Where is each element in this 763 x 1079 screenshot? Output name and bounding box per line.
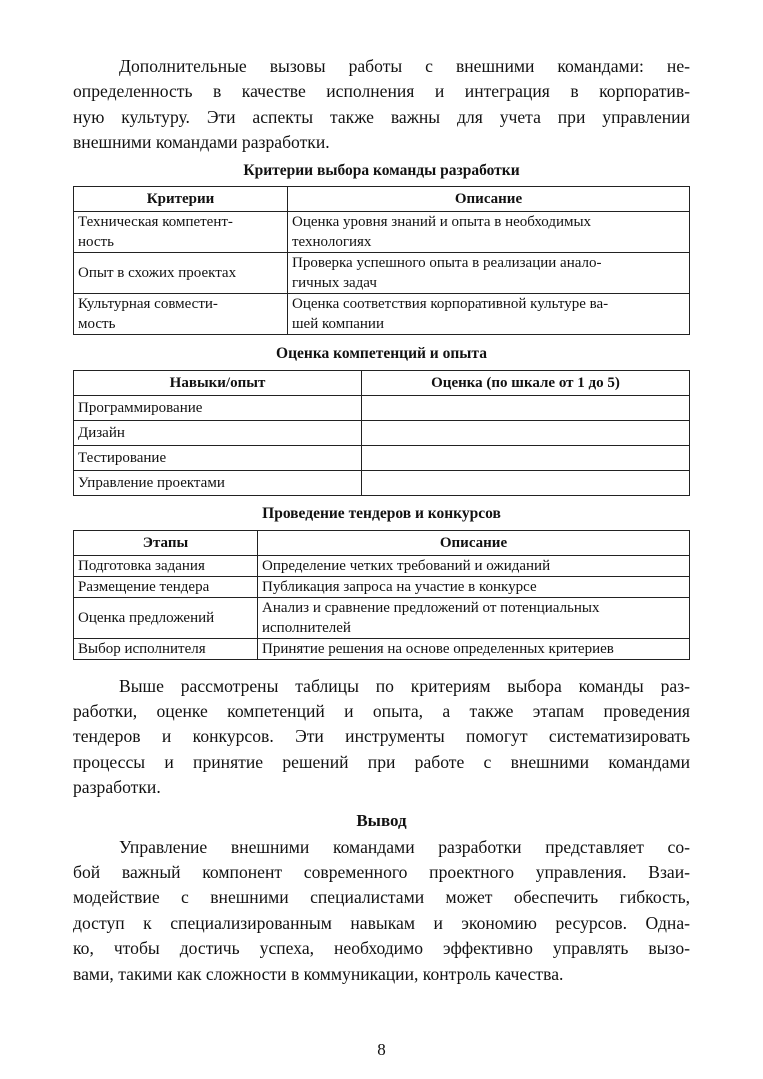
table1-caption: Критерии выбора команды разработки	[243, 161, 520, 179]
cell-line: технологиях	[292, 233, 372, 250]
score-cell	[362, 395, 690, 420]
text-line: работки, оценке компетенций и опыта, а также этапам проведения	[73, 701, 690, 722]
column-header: Описание	[288, 186, 690, 211]
cell-line: мость	[78, 315, 116, 332]
column-header: Описание	[258, 530, 690, 555]
text-line: процессы и принятие решений при работе с внешними командами	[73, 751, 690, 772]
table-row	[74, 555, 690, 576]
table-row	[74, 293, 690, 334]
text-line: доступ к специализированным навыкам и экономию ресурсов. Одна-	[73, 912, 690, 933]
table-row	[74, 420, 690, 445]
cell-line: исполнителей	[262, 619, 351, 636]
table-cell	[288, 252, 690, 293]
competence-table	[73, 370, 690, 496]
cell-line: Оценка соответствия корпоративной культуре ва-	[292, 295, 609, 312]
cell-line: Опыт в схожих проектах	[78, 264, 237, 281]
score-cell	[362, 420, 690, 445]
table-row	[74, 638, 690, 659]
table-cell	[74, 293, 288, 334]
conclusion-paragraph	[73, 835, 690, 987]
text-line: ную культуру. Эти аспекты также важны для учета при управлении	[73, 106, 690, 127]
column-header: Критерии	[74, 186, 288, 211]
page-content	[73, 54, 690, 987]
table-cell	[74, 211, 288, 252]
table-cell: Управление проектами	[74, 470, 362, 495]
table-cell: Публикация запроса на участие в конкурсе	[258, 576, 690, 597]
score-cell	[362, 445, 690, 470]
column-header: Оценка (по шкале от 1 до 5)	[362, 370, 690, 395]
cell-line: Анализ и сравнение предложений от потенциальных	[262, 599, 600, 616]
table-row	[74, 252, 690, 293]
table-cell: Подготовка задания	[74, 555, 258, 576]
column-header: Навыки/опыт	[74, 370, 362, 395]
table-cell	[288, 211, 690, 252]
text-line: определенность в качестве исполнения и интеграция в корпоратив-	[73, 81, 690, 102]
cell-line: ность	[78, 233, 114, 250]
conclusion-heading: Вывод	[356, 810, 407, 830]
cell-line: Техническая компетент-	[78, 213, 233, 230]
table-row	[74, 395, 690, 420]
table2-caption: Оценка компетенций и опыта	[276, 344, 487, 362]
cell-line: гичных задач	[292, 274, 377, 291]
text-line: модействие с внешними специалистами может обеспечить гибкость,	[73, 887, 690, 908]
table-row	[74, 576, 690, 597]
summary-paragraph	[73, 674, 690, 801]
table-cell: Тестирование	[74, 445, 362, 470]
cell-line: Культурная совмести-	[78, 295, 218, 312]
page-number: 8	[377, 1040, 386, 1059]
table3-caption: Проведение тендеров и конкурсов	[262, 504, 501, 522]
table-cell: Принятие решения на основе определенных критериев	[258, 638, 690, 659]
cell-line: шей компании	[292, 315, 384, 332]
score-cell	[362, 470, 690, 495]
table-cell: Программирование	[74, 395, 362, 420]
table-header-row	[74, 186, 690, 211]
text-line: Выше рассмотрены таблицы по критериям выбора команды раз-	[119, 675, 690, 696]
table-cell: Размещение тендера	[74, 576, 258, 597]
table-row	[74, 470, 690, 495]
table-cell: Оценка предложений	[74, 597, 258, 638]
table-row	[74, 445, 690, 470]
table-cell: Определение четких требований и ожиданий	[258, 555, 690, 576]
intro-paragraph	[73, 54, 690, 156]
table-header-row	[74, 530, 690, 555]
table-cell	[258, 597, 690, 638]
table-cell: Выбор исполнителя	[74, 638, 258, 659]
text-line: бой важный компонент современного проектного управления. Взаи-	[73, 862, 690, 883]
column-header: Этапы	[74, 530, 258, 555]
table-cell	[288, 293, 690, 334]
tender-table	[73, 530, 690, 660]
cell-line: Проверка успешного опыта в реализации анало-	[292, 254, 602, 271]
text-line: Управление внешними командами разработки представляет со-	[119, 836, 690, 857]
text-line: тендеров и конкурсов. Эти инструменты помогут систематизировать	[73, 726, 690, 747]
text-line: вами, такими как сложности в коммуникации, контроль качества.	[73, 963, 564, 984]
table-row	[74, 597, 690, 638]
table-header-row	[74, 370, 690, 395]
table-row	[74, 211, 690, 252]
text-line: внешними командами разработки.	[73, 132, 330, 153]
criteria-table	[73, 186, 690, 335]
cell-line: Оценка уровня знаний и опыта в необходимых	[292, 213, 592, 230]
text-line: Дополнительные вызовы работы с внешними командами: не-	[119, 56, 690, 76]
table-cell	[74, 252, 288, 293]
text-line: ко, чтобы достичь успеха, необходимо эффективно управлять вызо-	[73, 938, 690, 959]
text-line: разработки.	[73, 777, 161, 798]
table-cell: Дизайн	[74, 420, 362, 445]
